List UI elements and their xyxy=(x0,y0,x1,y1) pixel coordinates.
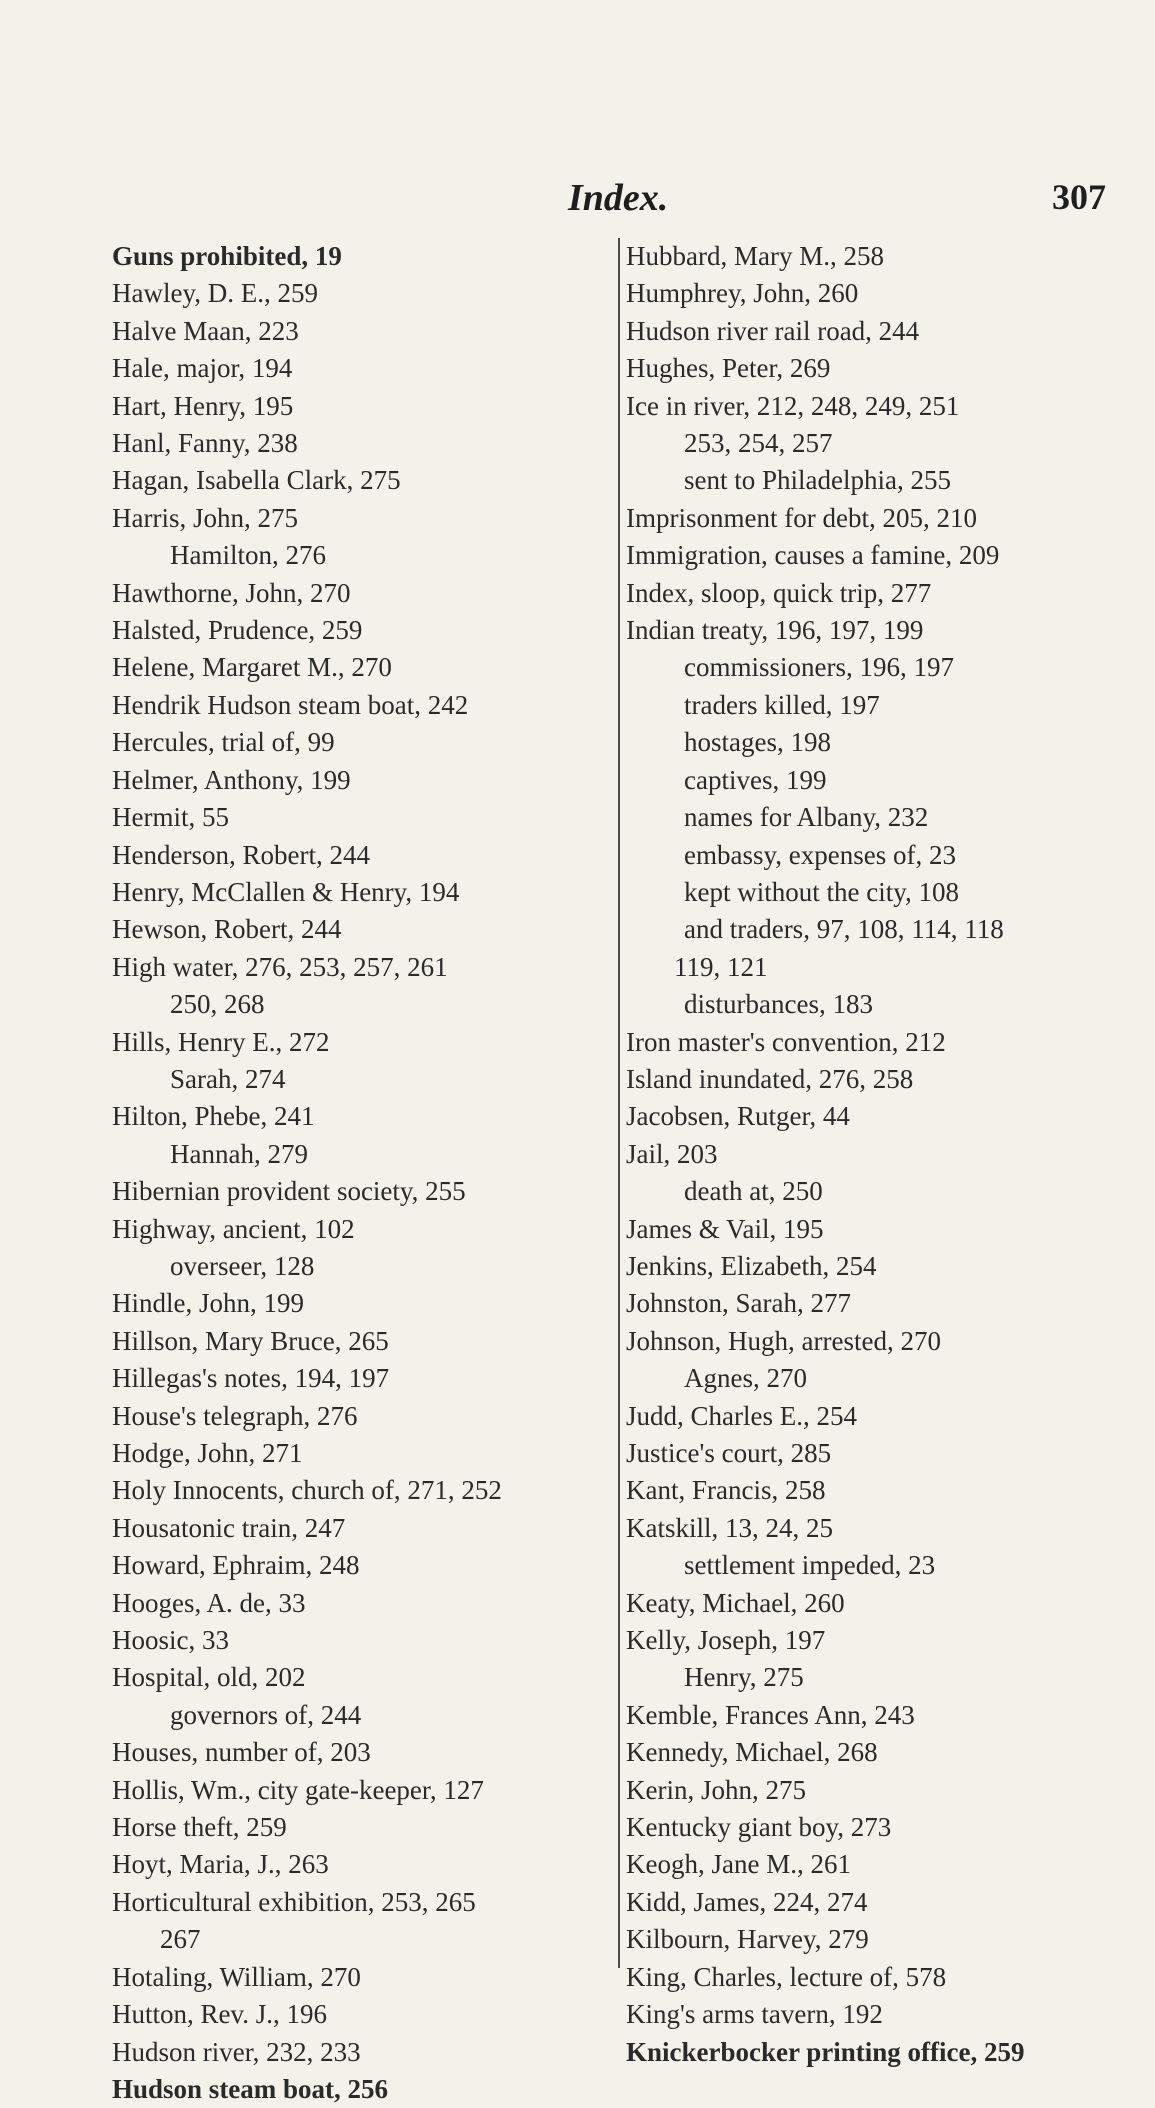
running-head xyxy=(0,176,1155,226)
index-entry: 250, 268 xyxy=(170,989,265,1020)
index-entry: names for Albany, 232 xyxy=(684,802,929,833)
index-entry: Hudson river rail road, 244 xyxy=(626,315,920,346)
index-entry: Hillegas's notes, 194, 197 xyxy=(112,1363,390,1394)
index-entry: Henry, McClallen & Henry, 194 xyxy=(112,876,460,907)
index-entry: and traders, 97, 108, 114, 118 xyxy=(684,914,1004,945)
index-entry: captives, 199 xyxy=(684,764,827,795)
index-entry: Hawley, D. E., 259 xyxy=(112,278,318,309)
index-entry: 253, 254, 257 xyxy=(684,428,833,459)
index-entry: sent to Philadelphia, 255 xyxy=(684,465,951,496)
index-entry: Hills, Henry E., 272 xyxy=(112,1026,330,1057)
index-entry: Hubbard, Mary M., 258 xyxy=(626,241,884,271)
index-entry: Keogh, Jane M., 261 xyxy=(626,1849,851,1880)
index-entry: Hendrik Hudson steam boat, 242 xyxy=(112,689,469,720)
index-entry: Jacobsen, Rutger, 44 xyxy=(626,1101,850,1132)
index-entry: embassy, expenses of, 23 xyxy=(684,839,956,870)
index-entry: Hollis, Wm., city gate-keeper, 127 xyxy=(112,1774,484,1805)
index-entry: Houses, number of, 203 xyxy=(112,1737,371,1768)
index-entry: Judd, Charles E., 254 xyxy=(626,1400,857,1431)
index-entry: Kidd, James, 224, 274 xyxy=(626,1886,868,1917)
index-entry: commissioners, 196, 197 xyxy=(684,652,954,683)
index-entry: Keaty, Michael, 260 xyxy=(626,1587,845,1618)
index-entry: Knickerbocker printing office, 259 xyxy=(626,2036,1025,2067)
index-entry: Horse theft, 259 xyxy=(112,1812,287,1843)
index-entry: Hindle, John, 199 xyxy=(112,1288,304,1319)
index-entry: Jenkins, Elizabeth, 254 xyxy=(626,1250,877,1281)
index-entry: Johnson, Hugh, arrested, 270 xyxy=(626,1325,941,1356)
index-entry: Henry, 275 xyxy=(684,1662,804,1693)
index-entry: 267 xyxy=(160,1924,201,1955)
index-entry: Kemble, Frances Ann, 243 xyxy=(626,1699,915,1730)
index-entry: Hillson, Mary Bruce, 265 xyxy=(112,1325,389,1356)
index-entry: Hudson steam boat, 256 xyxy=(112,2073,389,2104)
index-entry: disturbances, 183 xyxy=(684,989,873,1020)
index-entry: High water, 276, 253, 257, 261 xyxy=(112,951,448,982)
index-entry: Jail, 203 xyxy=(626,1138,718,1169)
index-column-left xyxy=(112,238,612,2108)
index-entry: Halve Maan, 223 xyxy=(112,315,299,346)
index-entry: death at, 250 xyxy=(684,1176,823,1207)
index-entry: Kilbourn, Harvey, 279 xyxy=(626,1924,869,1955)
index-entry: Humphrey, John, 260 xyxy=(626,278,859,309)
index-entry: Hibernian provident society, 255 xyxy=(112,1176,466,1207)
index-entry: Hart, Henry, 195 xyxy=(112,390,294,421)
index-entry: Hospital, old, 202 xyxy=(112,1662,306,1693)
index-entry: Kerin, John, 275 xyxy=(626,1774,806,1805)
index-entry: Katskill, 13, 24, 25 xyxy=(626,1512,833,1543)
index-entry: Hoosic, 33 xyxy=(112,1625,229,1656)
page-number: 307 xyxy=(1052,177,1106,217)
index-entry: Hughes, Peter, 269 xyxy=(626,353,831,384)
index-entry: Hagan, Isabella Clark, 275 xyxy=(112,465,401,496)
index-entry: kept without the city, 108 xyxy=(684,876,959,907)
index-entry: Hooges, A. de, 33 xyxy=(112,1587,306,1618)
index-entry: Indian treaty, 196, 197, 199 xyxy=(626,615,924,646)
index-entry: Hilton, Phebe, 241 xyxy=(112,1101,315,1132)
index-entry: Kennedy, Michael, 268 xyxy=(626,1737,878,1768)
index-entry: Hutton, Rev. J., 196 xyxy=(112,1999,327,2030)
index-entry: Helmer, Anthony, 199 xyxy=(112,764,351,795)
index-entry: Johnston, Sarah, 277 xyxy=(626,1288,851,1319)
index-entry: Holy Innocents, church of, 271, 252 xyxy=(112,1475,502,1506)
index-entry: Island inundated, 276, 258 xyxy=(626,1063,914,1094)
index-entry: House's telegraph, 276 xyxy=(112,1400,358,1431)
index-entry: Iron master's convention, 212 xyxy=(626,1026,946,1057)
index-entry: Hermit, 55 xyxy=(112,802,229,833)
index-entry: Hotaling, William, 270 xyxy=(112,1961,361,1992)
index-entry: 119, 121 xyxy=(674,951,768,982)
index-entry: Howard, Ephraim, 248 xyxy=(112,1550,360,1581)
index-entry: Hannah, 279 xyxy=(170,1138,308,1169)
index-entry: Housatonic train, 247 xyxy=(112,1512,346,1543)
index-entry: Hercules, trial of, 99 xyxy=(112,727,335,758)
index-entry: James & Vail, 195 xyxy=(626,1213,824,1244)
index-entry: Horticultural exhibition, 253, 265 xyxy=(112,1886,476,1917)
index-entry: traders killed, 197 xyxy=(684,689,880,720)
page-title: Index. xyxy=(568,177,669,219)
index-entry: Agnes, 270 xyxy=(684,1363,807,1394)
index-entry: overseer, 128 xyxy=(170,1250,315,1281)
index-entry: King's arms tavern, 192 xyxy=(626,1999,883,2030)
index-entry: Halsted, Prudence, 259 xyxy=(112,615,363,646)
index-entry: Hodge, John, 271 xyxy=(112,1438,303,1468)
index-entry: Hudson river, 232, 233 xyxy=(112,2036,361,2067)
index-entry: Harris, John, 275 xyxy=(112,502,298,533)
index-entry: Hoyt, Maria, J., 263 xyxy=(112,1849,329,1880)
index-entry: Kant, Francis, 258 xyxy=(626,1475,826,1506)
index-entry: King, Charles, lecture of, 578 xyxy=(626,1961,947,1992)
index-entry: Highway, ancient, 102 xyxy=(112,1213,355,1244)
index-entry: Ice in river, 212, 248, 249, 251 xyxy=(626,390,960,421)
index-entry: Henderson, Robert, 244 xyxy=(112,839,370,870)
index-entry: Kelly, Joseph, 197 xyxy=(626,1625,826,1656)
index-entry: Helene, Margaret M., 270 xyxy=(112,652,392,683)
index-entry: Immigration, causes a famine, 209 xyxy=(626,540,1000,571)
index-entry: governors of, 244 xyxy=(170,1699,362,1730)
column-divider xyxy=(618,238,620,1968)
index-entry: Hanl, Fanny, 238 xyxy=(112,428,298,459)
index-entry: Kentucky giant boy, 273 xyxy=(626,1812,892,1843)
index-entry: Justice's court, 285 xyxy=(626,1438,832,1468)
index-entry: hostages, 198 xyxy=(684,727,831,758)
index-entry: Index, sloop, quick trip, 277 xyxy=(626,577,932,608)
index-entry: Guns prohibited, 19 xyxy=(112,241,342,271)
index-entry: Hamilton, 276 xyxy=(170,540,326,571)
index-entry: Imprisonment for debt, 205, 210 xyxy=(626,502,977,533)
index-entry: Hale, major, 194 xyxy=(112,353,293,384)
index-entry: Sarah, 274 xyxy=(170,1063,286,1094)
index-entry: Hawthorne, John, 270 xyxy=(112,577,351,608)
index-entry: Hewson, Robert, 244 xyxy=(112,914,342,945)
index-entry: settlement impeded, 23 xyxy=(684,1550,936,1581)
index-column-right xyxy=(626,238,1096,2071)
